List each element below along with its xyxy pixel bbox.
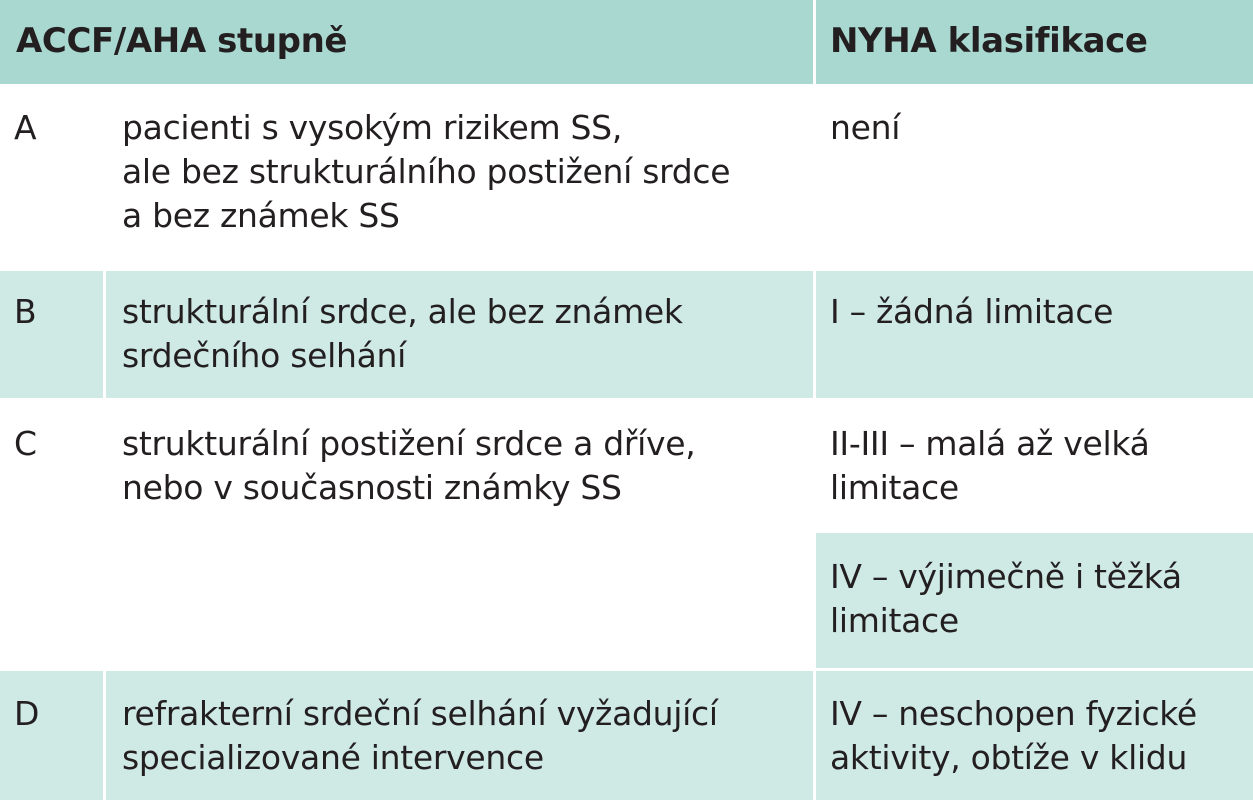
grade-cell-a: A [14,108,37,147]
description-cell-a: pacienti s vysokým rizikem SS, ale bez strukturálního postižení srdce a bez známek SS [122,108,731,235]
table-row-a [0,84,1253,268]
grade-cell-b: B [14,292,37,331]
header-nyha-classification: NYHA klasifikace [830,21,1148,61]
description-cell-b: strukturální srdce, ale bez známek srdečního selhání [122,292,683,375]
header-accf-aha-grades: ACCF/AHA stupně [16,21,348,61]
nyha-cell-b: I – žádná limitace [830,292,1114,331]
column-divider-grade [103,84,106,800]
row-divider [0,84,1253,87]
nyha-subcell-c [815,533,1253,668]
nyha-cell-c-extra: IV – výjimečně i těžká limitace [830,557,1182,640]
grade-cell-d: D [14,694,40,733]
table-row-b [0,268,1253,398]
table-row-d [0,668,1253,800]
row-divider [0,398,1253,401]
nyha-cell-c: II-III – malá až velká limitace [830,424,1150,507]
table-header-row [0,0,1253,84]
description-cell-d: refrakterní srdeční selhání vyžadující specializované intervence [122,694,718,777]
row-divider [0,268,1253,271]
grade-cell-c: C [14,424,37,463]
row-divider [0,668,1253,671]
nyha-cell-a: není [830,108,901,147]
nyha-cell-d: IV – neschopen fyzické aktivity, obtíže v klidu [830,694,1197,777]
description-cell-c: strukturální postižení srdce a dříve, nebo v současnosti známky SS [122,424,696,507]
